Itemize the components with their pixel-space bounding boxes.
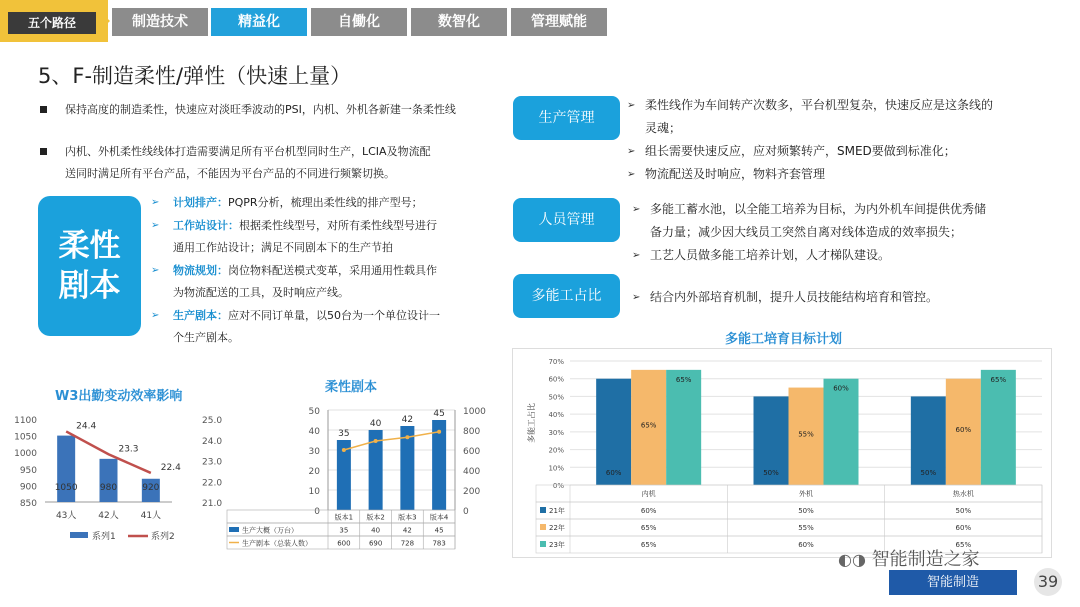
triangle-bullet-icon: ➢	[151, 310, 160, 321]
footer-logo-text: 智能制造之家	[871, 549, 980, 570]
arrow-bullet-icon: ➢	[632, 204, 641, 215]
nav-tab-jidoka[interactable]: 自働化	[311, 8, 407, 36]
y2-tick-label: 200	[463, 487, 481, 497]
line-data-label: 23.3	[118, 444, 139, 455]
y-axis-label: 多能工占比	[527, 403, 536, 443]
y2-tick-label: 800	[463, 427, 481, 437]
table-cell: 65%	[640, 524, 657, 532]
table-cell: 50%	[798, 507, 814, 515]
legend-swatch	[540, 541, 546, 547]
bar-data-label: 65%	[675, 375, 692, 384]
sub-item-production	[151, 305, 513, 349]
bar-data-label: 60%	[955, 425, 972, 434]
x-tick-label: 42人	[98, 511, 119, 521]
y-tick-label: 900	[19, 482, 37, 493]
nav-tab-lean[interactable]: 精益化	[211, 8, 307, 36]
legend-swatch	[229, 527, 239, 532]
y2-tick-label: 400	[463, 467, 481, 477]
footer-logo	[838, 545, 980, 571]
y-tick-label: 20	[308, 467, 320, 477]
x-tick-label: 版本4	[429, 513, 449, 522]
bullet-square-icon	[40, 106, 47, 113]
bar-data-label: 50%	[920, 469, 937, 477]
y-tick-label: 0%	[552, 482, 564, 490]
text-line: 备力量；减少因大线员工突然自离对线体造成的效率损失；	[650, 225, 963, 239]
y-tick-label: 50	[308, 407, 320, 417]
y-tick-label: 1100	[14, 416, 37, 426]
table-cell: 45	[434, 526, 444, 535]
production-mgmt-text	[627, 94, 1065, 186]
bar-data-label: 65%	[990, 375, 1007, 384]
y-tick-label: 1000	[14, 449, 37, 460]
triangle-bullet-icon: ➢	[151, 265, 160, 276]
bar	[100, 459, 118, 502]
bar-data-label: 50%	[763, 469, 779, 477]
chart3-svg	[512, 348, 1052, 558]
x-tick-label: 内机	[641, 490, 656, 498]
text-line: 灵魂；	[645, 121, 682, 135]
chart1-title: W3出勤变动效率影响	[55, 389, 183, 404]
line-data-label: 22.4	[160, 462, 181, 473]
x-tick-label: 版本1	[334, 513, 354, 522]
bullet-item	[40, 100, 510, 120]
sub-item-plan	[151, 192, 513, 214]
sub-item-logistics	[151, 260, 513, 304]
bullet-square-icon	[40, 148, 47, 155]
bar-data-label: 980	[99, 483, 118, 493]
text-line: 工艺人员做多能工培养计划，人才梯队建设。	[650, 248, 891, 262]
y-tick-label: 40	[308, 427, 320, 437]
sub-item-text: 应对不同订单量，以50台为一个单位设计一	[228, 309, 440, 322]
text-line: 多能工蓄水池，以全能工培养为目标，为内外机车间提供优秀储	[650, 202, 987, 216]
x-tick-label: 41人	[140, 511, 162, 521]
bar	[824, 379, 859, 485]
y2-tick-label: 22.0	[202, 478, 223, 489]
sub-item-station	[151, 215, 513, 259]
bar	[666, 370, 701, 485]
table-cell: 35	[339, 526, 349, 535]
bar-data-label: 42	[401, 415, 414, 425]
bar-data-label: 45	[433, 409, 445, 419]
slide-title: 5、F-制造柔性/弹性（快速上量）	[38, 64, 352, 88]
nav-main-label: 五个路径	[8, 12, 96, 34]
y-tick-label: 950	[19, 465, 37, 476]
y-tick-label: 30%	[548, 428, 564, 437]
multiskill-text	[632, 286, 1070, 309]
bullet-text-cont: 送同时满足所有平台产品，不能因为平台产品的不同进行频繁切换。	[65, 167, 395, 180]
nav-tab-manufacturing-tech[interactable]: 制造技术	[112, 8, 208, 36]
y-tick-label: 20%	[548, 446, 564, 455]
arrow-bullet-icon: ➢	[627, 169, 636, 180]
legend-swatch	[70, 532, 88, 538]
legend-label: 系列1	[92, 532, 116, 542]
bar-data-label: 55%	[798, 430, 814, 439]
flex-script-box	[38, 196, 141, 336]
line-data-label: 24.4	[76, 421, 97, 432]
x-tick-label: 热水机	[952, 490, 974, 498]
x-tick-label: 版本2	[366, 513, 385, 522]
pill-production-mgmt: 生产管理	[513, 96, 620, 140]
chart1-svg	[0, 402, 230, 552]
bar-data-label: 60%	[605, 469, 622, 477]
y-tick-label: 60%	[548, 375, 564, 384]
flex-script-line1: 柔性	[58, 228, 121, 264]
sub-item-text: 岗位物料配送模式变革，采用通用性载具作	[228, 264, 437, 277]
line-point	[437, 430, 441, 434]
text-line: 物流配送及时响应，物料齐套管理	[645, 167, 826, 181]
table-cell: 40	[371, 526, 381, 535]
line-point	[342, 448, 346, 452]
legend-label: 23年	[549, 541, 565, 549]
flex-script-line2: 剧本	[58, 268, 121, 304]
sub-item-key: 工作站设计：	[173, 219, 239, 232]
nav-tab-digital[interactable]: 数智化	[411, 8, 507, 36]
sub-item-key: 物流规划：	[173, 264, 228, 277]
chart2-svg	[225, 395, 500, 560]
y-tick-label: 30	[308, 447, 320, 457]
y2-tick-label: 25.0	[202, 416, 223, 426]
sub-item-cont: 通用工作站设计；满足不同剧本下的生产节拍	[173, 241, 393, 254]
bar-data-label: 65%	[640, 421, 657, 430]
y-tick-label: 40%	[548, 411, 564, 420]
sub-item-key: 生产剧本：	[173, 309, 228, 322]
table-cell: 728	[400, 539, 415, 548]
arrow-bullet-icon: ➢	[632, 292, 641, 303]
bar-data-label: 920	[142, 483, 160, 493]
bullet-text: 内机、外机柔性线线体打造需要满足所有平台机型同时生产，LCIA及物流配	[65, 145, 431, 158]
x-tick-label: 版本3	[398, 513, 417, 522]
y-tick-label: 10	[308, 487, 320, 497]
table-cell: 42	[402, 526, 412, 535]
table-row-label: 生产大概（万台）	[242, 526, 298, 535]
table-cell: 65%	[955, 541, 972, 549]
y2-tick-label: 1000	[463, 407, 486, 417]
table-cell: 690	[368, 539, 383, 548]
table-cell: 60%	[798, 541, 814, 549]
chart2-title: 柔性剧本	[325, 380, 378, 395]
legend-label: 系列2	[151, 532, 175, 542]
legend-swatch	[540, 524, 546, 530]
triangle-bullet-icon: ➢	[151, 197, 160, 208]
y-tick-label: 70%	[548, 358, 564, 366]
table-cell: 60%	[640, 507, 657, 515]
y2-tick-label: 24.0	[202, 436, 223, 447]
y2-tick-label: 23.0	[202, 457, 223, 468]
y2-tick-label: 0	[463, 507, 469, 517]
y-tick-label: 850	[19, 499, 37, 509]
arrow-bullet-icon: ➢	[627, 100, 636, 111]
bar-data-label: 1050	[54, 483, 78, 493]
sub-item-text: PQPR分析，梳理出柔性线的排产型号；	[228, 196, 423, 209]
line-series	[344, 432, 439, 450]
arrow-bullet-icon: ➢	[632, 250, 641, 261]
people-mgmt-text	[632, 198, 1070, 267]
x-tick-label: 外机	[799, 490, 813, 498]
table-cell: 600	[337, 539, 351, 548]
nav-tab-management[interactable]: 管理赋能	[511, 8, 607, 36]
table-row-label: 生产剧本（总装人数）	[242, 539, 312, 548]
text-line: 组长需要快速反应，应对频繁转产，SMED要做到标准化；	[645, 144, 956, 158]
table-cell: 783	[432, 539, 446, 548]
chart3-title: 多能工培育目标计划	[725, 332, 843, 347]
bar-data-label: 60%	[833, 384, 849, 393]
y-tick-label: 0	[314, 507, 320, 517]
text-line: 结合内外部培育机制，提升人员技能结构培育和管控。	[650, 290, 939, 304]
legend-swatch	[540, 507, 546, 513]
y-tick-label: 1050	[14, 432, 37, 443]
y-tick-label: 50%	[548, 393, 564, 402]
table-cell: 50%	[955, 507, 972, 515]
bar	[981, 370, 1016, 485]
page-number: 39	[1034, 568, 1062, 596]
footer-tag: 智能制造	[889, 570, 1017, 595]
arrow-bullet-icon: ➢	[627, 146, 636, 157]
sub-item-key: 计划排产：	[173, 196, 228, 209]
y-tick-label: 10%	[548, 464, 564, 473]
bar-data-label: 40	[369, 419, 382, 429]
bullet-text: 保持高度的制造柔性，快速应对淡旺季波动的PSI，内机、外机各新建一条柔性线	[65, 103, 456, 116]
table-cell: 65%	[640, 541, 657, 549]
line-point	[374, 439, 378, 443]
table-cell: 55%	[798, 524, 814, 532]
text-line: 柔性线作为车间转产次数多，平台机型复杂，快速反应是这条线的	[645, 98, 994, 112]
triangle-bullet-icon: ➢	[151, 220, 160, 231]
sub-item-text: 根据柔性线型号，对所有柔性线型号进行	[239, 219, 437, 232]
legend-label: 22年	[549, 524, 565, 532]
table-cell: 60%	[955, 524, 972, 532]
sub-item-cont: 个生产剧本。	[173, 331, 239, 344]
x-tick-label: 43人	[55, 511, 77, 521]
legend-label: 21年	[549, 507, 565, 515]
pill-people-mgmt: 人员管理	[513, 198, 620, 242]
y2-tick-label: 600	[463, 447, 481, 457]
pill-multiskill-ratio: 多能工占比	[513, 274, 620, 318]
sub-item-cont: 为物流配送的工具，及时响应产线。	[173, 286, 349, 299]
bullet-item	[40, 142, 510, 162]
bar-data-label: 35	[338, 429, 350, 439]
y2-tick-label: 21.0	[202, 499, 223, 509]
line-point	[405, 435, 409, 439]
wechat-icon: ◐◑	[838, 550, 866, 569]
